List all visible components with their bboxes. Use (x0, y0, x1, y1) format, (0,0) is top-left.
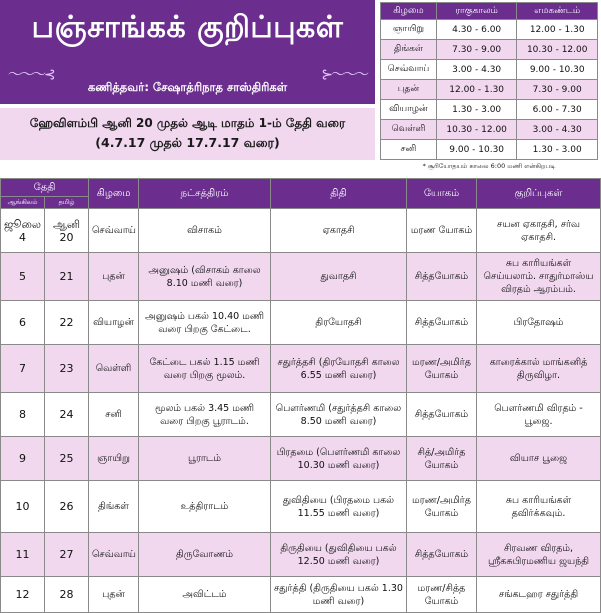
yogam-cell: சித்/அமிர்த யோகம் (407, 437, 477, 481)
panchangam-table (0, 178, 601, 613)
ema-time-cell: 10.30 - 12.00 (517, 40, 598, 60)
notes-cell: சுப காரியங்கள் செய்யலாம். சாதுர்மாஸ்ய விரதம் ஆரம்பம். (477, 253, 601, 301)
yogam-cell: சித்தயோகம் (407, 393, 477, 437)
tamil-date-cell: ஆனி 20 (45, 209, 89, 253)
star-cell: விசாகம் (139, 209, 271, 253)
rahu-kalam-table (380, 2, 598, 160)
notes-cell: சிரவண விரதம், ஸ்ரீகசுபிரமணிய ஜயந்தி (477, 533, 601, 577)
yogam-cell: சித்தயோகம் (407, 301, 477, 345)
header-yogam: யோகம் (407, 179, 477, 209)
notes-cell: பௌர்ணமி விரதம் - பூஜை. (477, 393, 601, 437)
english-date-cell: 5 (1, 253, 45, 301)
rahu-row (381, 140, 598, 160)
rahu-row (381, 120, 598, 140)
day-cell: ஞாயிறு (89, 437, 139, 481)
yogam-cell: சித்தயோகம் (407, 253, 477, 301)
rahu-header-ema: எமகண்டம் (517, 3, 598, 20)
notes-cell: சுப காரியங்கள் தவிர்க்கவும். (477, 481, 601, 533)
tithi-cell: திருதியை (துவிதியை பகல் 12.50 மணி வரை) (271, 533, 407, 577)
tamil-date-cell: 27 (45, 533, 89, 577)
rahu-header-rahu: ராகுகாலம் (436, 3, 517, 20)
tamil-date-cell: 26 (45, 481, 89, 533)
tithi-cell: சதுர்த்தசி (திரயோதசி காலை 6.55 மணி வரை) (271, 345, 407, 393)
english-date-cell: 12 (1, 577, 45, 613)
period-line-1: ஹேவிளம்பி ஆனி 20 முதல் ஆடி மாதம் 1-ம் தேதி வரை (29, 116, 346, 130)
rahu-time-cell: 4.30 - 6.00 (436, 20, 517, 40)
rahu-header-day: கிழமை (381, 3, 437, 20)
day-cell: வியாழன் (89, 301, 139, 345)
tamil-date-cell: 28 (45, 577, 89, 613)
rahu-time-cell: 9.00 - 10.30 (436, 140, 517, 160)
ema-time-cell: 9.00 - 10.30 (517, 60, 598, 80)
header-tithi: திதி (271, 179, 407, 209)
tamil-date-cell: 23 (45, 345, 89, 393)
tamil-date-cell: 21 (45, 253, 89, 301)
star-cell: அனுஷம் பகல் 10.40 மணி வரை பிறகு கேட்டை. (139, 301, 271, 345)
star-cell: கேட்டை பகல் 1.15 மணி வரை பிறகு மூலம். (139, 345, 271, 393)
flourish-left-decoration: 〜〜〜⊰ (8, 67, 54, 83)
tithi-cell: திரயோதசி (271, 301, 407, 345)
tithi-cell: ஏகாதசி (271, 209, 407, 253)
english-date-cell: 9 (1, 437, 45, 481)
ema-time-cell: 1.30 - 3.00 (517, 140, 598, 160)
yogam-cell: மரண யோகம் (407, 209, 477, 253)
rahu-row (381, 80, 598, 100)
day-cell: திங்கள் (89, 481, 139, 533)
table-row (1, 437, 601, 481)
day-cell: செவ்வாய் (89, 209, 139, 253)
star-cell: பூராடம் (139, 437, 271, 481)
day-cell: புதன் (89, 577, 139, 613)
notes-cell: சயன ஏகாதசி, சர்வ ஏகாதசி. (477, 209, 601, 253)
rahu-day-cell: திங்கள் (381, 40, 437, 60)
english-date-cell: 8 (1, 393, 45, 437)
tamil-date-cell: 25 (45, 437, 89, 481)
header-tamil-date: தமிழ் (45, 197, 89, 209)
header-notes: குறிப்புகள் (477, 179, 601, 209)
author-line: கணித்தவர்: சேஷாத்ரிநாத சாஸ்திரிகள் (87, 80, 288, 94)
yogam-cell: மரண/சித்த யோகம் (407, 577, 477, 613)
tamil-date-cell: 24 (45, 393, 89, 437)
flourish-right-decoration: ⊱〜〜〜 (321, 67, 367, 83)
rahu-time-cell: 12.00 - 1.30 (436, 80, 517, 100)
sunrise-note: * சூரியோதயம் காலை 6:00 மணி என்கிறபடி (422, 162, 556, 170)
yogam-cell: மரண/அமிர்த யோகம் (407, 345, 477, 393)
english-date-cell: 11 (1, 533, 45, 577)
star-cell: திருவோணம் (139, 533, 271, 577)
tithi-cell: சதுர்த்தி (திருதியை பகல் 1.30 மணி வரை) (271, 577, 407, 613)
day-cell: சனி (89, 393, 139, 437)
yogam-cell: மரண/அமிர்த யோகம் (407, 481, 477, 533)
star-cell: அனுஷம் (விசாகம் காலை 8.10 மணி வரை) (139, 253, 271, 301)
rahu-day-cell: சனி (381, 140, 437, 160)
day-cell: செவ்வாய் (89, 533, 139, 577)
rahu-time-cell: 7.30 - 9.00 (436, 40, 517, 60)
rahu-row (381, 100, 598, 120)
rahu-row (381, 40, 598, 60)
tithi-cell: துவிதியை (பிரதமை பகல் 11.55 மணி வரை) (271, 481, 407, 533)
rahu-day-cell: புதன் (381, 80, 437, 100)
notes-cell: சங்கடஹர சதுர்த்தி (477, 577, 601, 613)
notes-cell: வியாச பூஜை (477, 437, 601, 481)
tamil-date-cell: 22 (45, 301, 89, 345)
header-star: நட்சத்திரம் (139, 179, 271, 209)
period-line-2: (4.7.17 முதல் 17.7.17 வரை) (95, 135, 280, 150)
period-box (0, 108, 375, 160)
yogam-cell: சித்தயோகம் (407, 533, 477, 577)
star-cell: அவிட்டம் (139, 577, 271, 613)
day-cell: வெள்ளி (89, 345, 139, 393)
english-date-cell: ஜூலை 4 (1, 209, 45, 253)
table-row (1, 253, 601, 301)
table-row (1, 393, 601, 437)
header-day: கிழமை (89, 179, 139, 209)
english-date-cell: 6 (1, 301, 45, 345)
rahu-day-cell: வெள்ளி (381, 120, 437, 140)
table-row (1, 577, 601, 613)
star-cell: உத்திராடம் (139, 481, 271, 533)
rahu-day-cell: ஞாயிறு (381, 20, 437, 40)
english-date-cell: 10 (1, 481, 45, 533)
ema-time-cell: 6.00 - 7.30 (517, 100, 598, 120)
table-row (1, 301, 601, 345)
notes-cell: பிரதோஷம் (477, 301, 601, 345)
notes-cell: காரைக்கால் மாங்கனித் திருவிழா. (477, 345, 601, 393)
table-row (1, 345, 601, 393)
rahu-time-cell: 10.30 - 12.00 (436, 120, 517, 140)
tithi-cell: துவாதசி (271, 253, 407, 301)
ema-time-cell: 3.00 - 4.30 (517, 120, 598, 140)
ema-time-cell: 12.00 - 1.30 (517, 20, 598, 40)
tithi-cell: பிரதமை (பௌர்ணமி காலை 10.30 மணி வரை) (271, 437, 407, 481)
day-cell: புதன் (89, 253, 139, 301)
star-cell: மூலம் பகல் 3.45 மணி வரை பிறகு பூராடம். (139, 393, 271, 437)
rahu-time-cell: 3.00 - 4.30 (436, 60, 517, 80)
rahu-time-cell: 1.30 - 3.00 (436, 100, 517, 120)
table-row (1, 481, 601, 533)
table-row (1, 209, 601, 253)
header-date: தேதி (1, 179, 89, 197)
page-title: பஞ்சாங்கக் குறிப்புகள் (31, 10, 344, 45)
rahu-day-cell: வியாழன் (381, 100, 437, 120)
header-banner (0, 0, 375, 104)
english-date-cell: 7 (1, 345, 45, 393)
rahu-day-cell: செவ்வாய் (381, 60, 437, 80)
table-row (1, 533, 601, 577)
header-english-date: ஆங்கிலம் (1, 197, 45, 209)
rahu-row (381, 60, 598, 80)
rahu-row (381, 20, 598, 40)
ema-time-cell: 7.30 - 9.00 (517, 80, 598, 100)
tithi-cell: பௌர்ணமி (சதுர்த்தசி காலை 8.50 மணி வரை) (271, 393, 407, 437)
